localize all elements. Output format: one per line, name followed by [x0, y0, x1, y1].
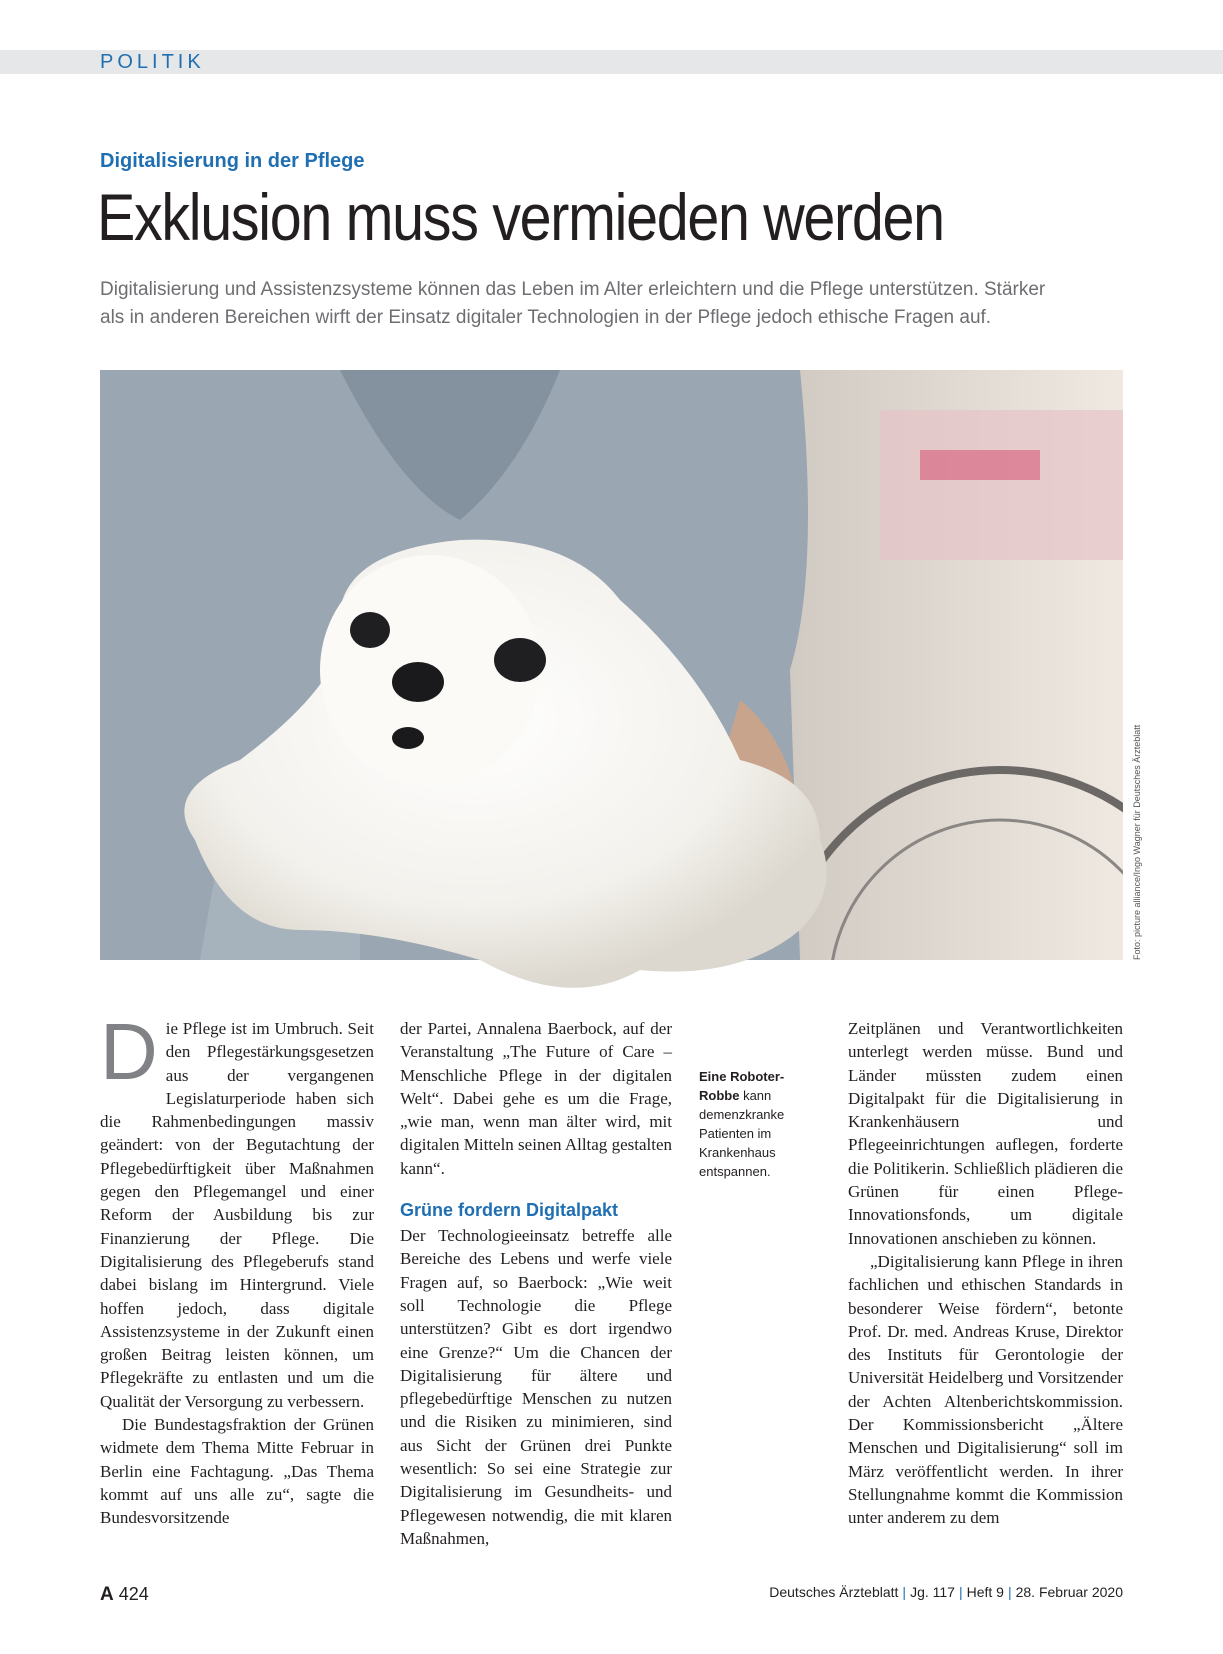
seal-left-eye: [350, 612, 390, 648]
journal-footer: [769, 1584, 1123, 1600]
body-column-2: [400, 1017, 672, 1550]
body-paragraph: ie Pflege ist im Umbruch. Seit den Pflegestärkungsgesetzen aus der vergangenen Legislaturperiode haben sich die Rahmenbedingungen massiv geändert: von der Begutachtung der Pflegebedürftigkeit über Maßnahmen gegen den Pflegemangel und einer Reform der Ausbildung bis zur Finanzierung der Pflege. Die Digitalisierung des Pflegeberufs stand dabei bislang im Hintergrund. Viele hoffen jedoch, dass digitale Assistenzsysteme in der Zukunft einen großen Beitrag leisten können, um Pflegekräfte zu entlasten und um die Qualität der Versorgung zu verbessern.: [100, 1019, 374, 1411]
body-paragraph: Die Bundestagsfraktion der Grünen widmete dem Thema Mitte Februar in Berlin eine Fachtagung. „Das Thema kommt auf uns alle zu“, sagte die Bundesvorsitzende: [100, 1415, 374, 1528]
journal-date: 28. Februar 2020: [1015, 1584, 1123, 1600]
body-column-1: [100, 1007, 374, 1530]
journal-volume: Jg. 117: [910, 1584, 955, 1600]
section-subhead: Grüne fordern Digitalpakt: [400, 1200, 619, 1221]
caption-bold: Eine Roboter-Robbe: [699, 1069, 785, 1103]
seal-right-eye: [494, 638, 546, 682]
journal-issue: Heft 9: [966, 1584, 1004, 1600]
seal-mouth: [392, 727, 424, 749]
page-prefix: A: [100, 1584, 114, 1605]
lead-line-2: als in anderen Bereichen wirft der Einsatz digitaler Technologien in der Pflege jedoch ethische Fragen auf.: [100, 307, 992, 328]
section-label: POLITIK: [100, 51, 205, 73]
footer-separator: |: [958, 1584, 963, 1600]
article-kicker: Digitalisierung in der Pflege: [100, 150, 365, 172]
body-paragraph: „Digitalisierung kann Pflege in ihren fachlichen und ethischen Standards in besonderer Weise fördern“, betonte Prof. Dr. med. Andreas Kruse, Direktor des Instituts für Gerontologie der Universität Heidelberg und Vorsitzender der Achten Altenberichtskommission. Der Kommissionsbericht „Ältere Menschen und Digitalisierung“ soll im März veröffentlicht werden. In ihrer Stellungnahme kommt die Kommission unter anderem zu dem: [848, 1251, 1123, 1528]
photo-caption: [699, 1067, 824, 1181]
body-paragraph: Zeitplänen und Verantwortlichkeiten unterlegt werden müsse. Bund und Länder müssten zudem einen Digitalpakt für die Digitalisierung in Krankenhäusern und Pflegeeinrichtungen auflegen, forderte die Politikerin. Schließlich plädieren die Grünen für einen Pflege-Innovationsfonds, um digitale Innovationen anschieben zu können.: [848, 1019, 1123, 1248]
footer-separator: |: [1007, 1584, 1012, 1600]
page-number: [100, 1584, 149, 1606]
lead-line-1: Digitalisierung und Assistenzsysteme können das Leben im Alter erleichtern und die Pflege unterstützen. Stärker: [100, 279, 1046, 300]
page-number-value: 424: [118, 1584, 149, 1604]
body-column-3: [848, 1017, 1123, 1530]
journal-name: Deutsches Ärzteblatt: [769, 1584, 899, 1600]
article-headline: Exklusion muss vermieden werden: [97, 180, 944, 254]
footer-separator: |: [902, 1584, 907, 1600]
article-lead: [100, 276, 1140, 332]
article-photo: [100, 370, 1123, 960]
robot-seal-photo: [100, 370, 1123, 1020]
photo-credit: Foto: picture alliance/Ingo Wagner für Deutsches Ärzteblatt: [1132, 724, 1142, 960]
body-paragraph: Der Technologieeinsatz betreffe alle Bereiche des Lebens und werfe viele Fragen auf, so Baerbock: „Wie weit soll Technologie die Pflege unterstützen? Gibt es dort irgendwo eine Grenze?“ Um die Chancen der Digitalisierung für ältere und pflegebedürftige Menschen zu nutzen und die Risiken zu minimieren, sind aus Sicht der Grünen drei Punkte wesentlich: So sei eine Strategie zur Digitalisierung im Gesundheits- und Pflegewesen notwendig, die mit klaren Maßnahmen,: [400, 1226, 672, 1548]
caption-text: kann demenzkranke Patienten im Krankenhaus entspannen.: [699, 1088, 785, 1179]
body-paragraph: der Partei, Annalena Baerbock, auf der Veranstaltung „The Future of Care – Menschliche Pflege in der digitalen Welt“. Dabei gehe es um die Frage, „wie man, wenn man älter wird, mit digitalen Mitteln seinen Alltag gestalten kann“.: [400, 1019, 672, 1178]
drop-cap: D: [100, 1007, 158, 1096]
seal-nose: [392, 662, 444, 702]
